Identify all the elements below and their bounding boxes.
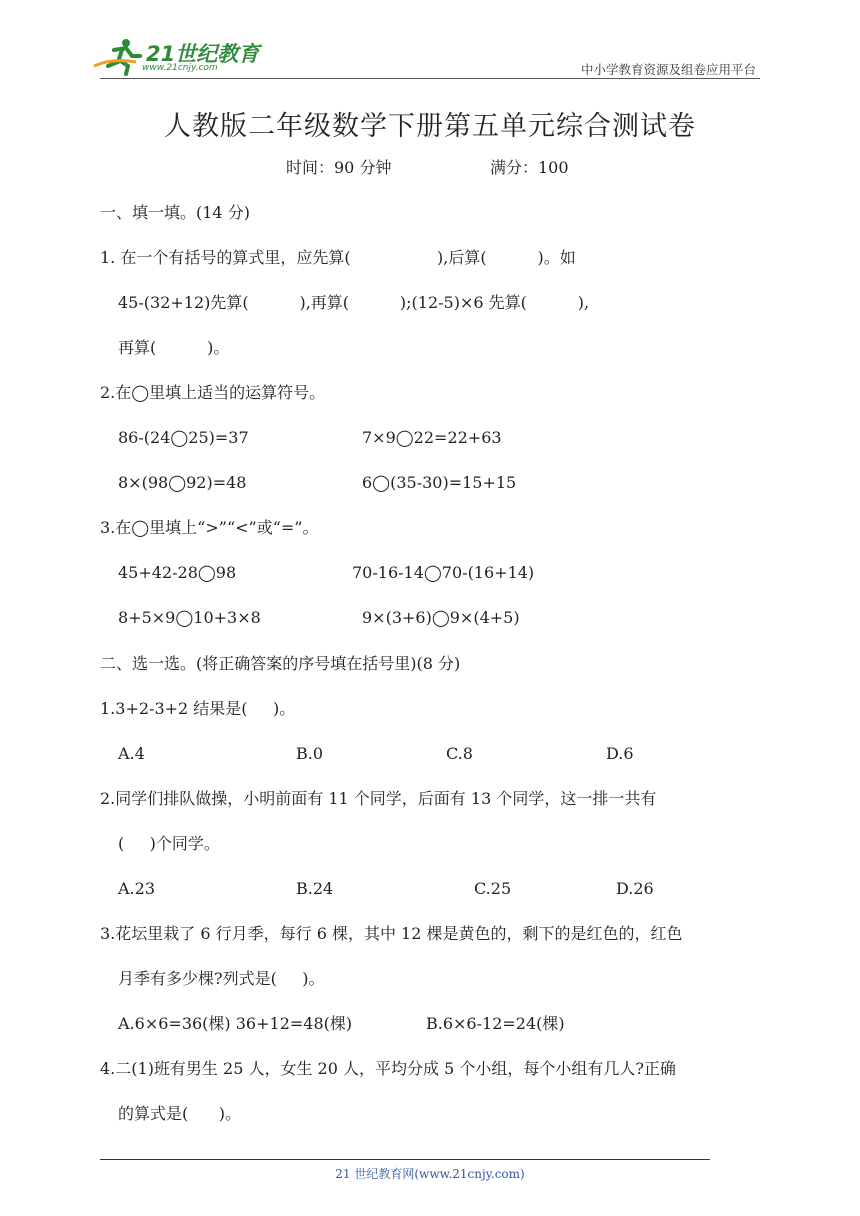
- question-line: 1.3+2-3+2 结果是( )。: [100, 699, 296, 718]
- option: B.0: [296, 744, 324, 763]
- question-line: 2.在◯里填上适当的运算符号。: [100, 383, 326, 402]
- footer-text: 21 世纪教育网(www.21cnjy.com): [335, 1167, 525, 1181]
- question-line: 的算式是( )。: [118, 1104, 242, 1123]
- equation: 8+5×9◯10+3×8: [118, 608, 261, 627]
- equation: 6◯(35-30)=15+15: [362, 473, 517, 492]
- option: C.8: [446, 744, 473, 763]
- footer-divider: [100, 1159, 710, 1160]
- question-line: 3.花坛里栽了 6 行月季，每行 6 棵，其中 12 棵是黄色的，剩下的是红色的，红色: [100, 924, 683, 943]
- question-line: 月季有多少棵?列式是( )。: [118, 969, 325, 988]
- equation: 45+42-28◯98: [118, 563, 237, 582]
- equation: 9×(3+6)◯9×(4+5): [362, 608, 520, 627]
- runner-logo-icon: [92, 36, 148, 78]
- equation: 70-16-14◯70-(16+14): [352, 563, 535, 582]
- question-line: 1. 在一个有括号的算式里，应先算( ),后算( )。如: [100, 248, 576, 267]
- logo-text: 21世纪教育: [146, 42, 260, 66]
- option: C.25: [474, 879, 512, 898]
- equation: 7×9◯22=22+63: [362, 428, 502, 447]
- question-line: 3.在◯里填上“>”“<”或“=”。: [100, 518, 319, 537]
- header-tagline: 中小学教育资源及组卷应用平台: [580, 62, 756, 77]
- page-title: 人教版二年级数学下册第五单元综合测试卷: [164, 111, 696, 142]
- question-line: ( )个同学。: [118, 834, 220, 853]
- option: D.26: [616, 879, 654, 898]
- equation: 8×(98◯92)=48: [118, 473, 247, 492]
- question-line: 45-(32+12)先算( ),再算( );(12-5)×6 先算( ),: [118, 293, 590, 312]
- option: D.6: [606, 744, 634, 763]
- exam-score: 满分：100: [490, 158, 569, 177]
- option: B.24: [296, 879, 334, 898]
- section-heading: 二、选一选。(将正确答案的序号填在括号里)(8 分): [100, 654, 461, 673]
- option: A.4: [118, 744, 145, 763]
- header-divider: [100, 78, 760, 79]
- option: A.23: [118, 879, 155, 898]
- logo-url: www.21cnjy.com: [142, 63, 218, 73]
- question-line: 2.同学们排队做操，小明前面有 11 个同学，后面有 13 个同学，这一排一共有: [100, 789, 657, 808]
- exam-time: 时间：90 分钟: [286, 158, 392, 177]
- option: A.6×6=36(棵) 36+12=48(棵): [118, 1014, 353, 1033]
- question-line: 再算( )。: [118, 338, 230, 357]
- section-heading: 一、填一填。(14 分): [100, 203, 250, 222]
- equation: 86-(24◯25)=37: [118, 428, 249, 447]
- site-logo: [92, 36, 262, 78]
- option: B.6×6-12=24(棵): [426, 1014, 565, 1033]
- question-line: 4.二(1)班有男生 25 人，女生 20 人，平均分成 5 个小组，每个小组有几人?正确: [100, 1059, 676, 1078]
